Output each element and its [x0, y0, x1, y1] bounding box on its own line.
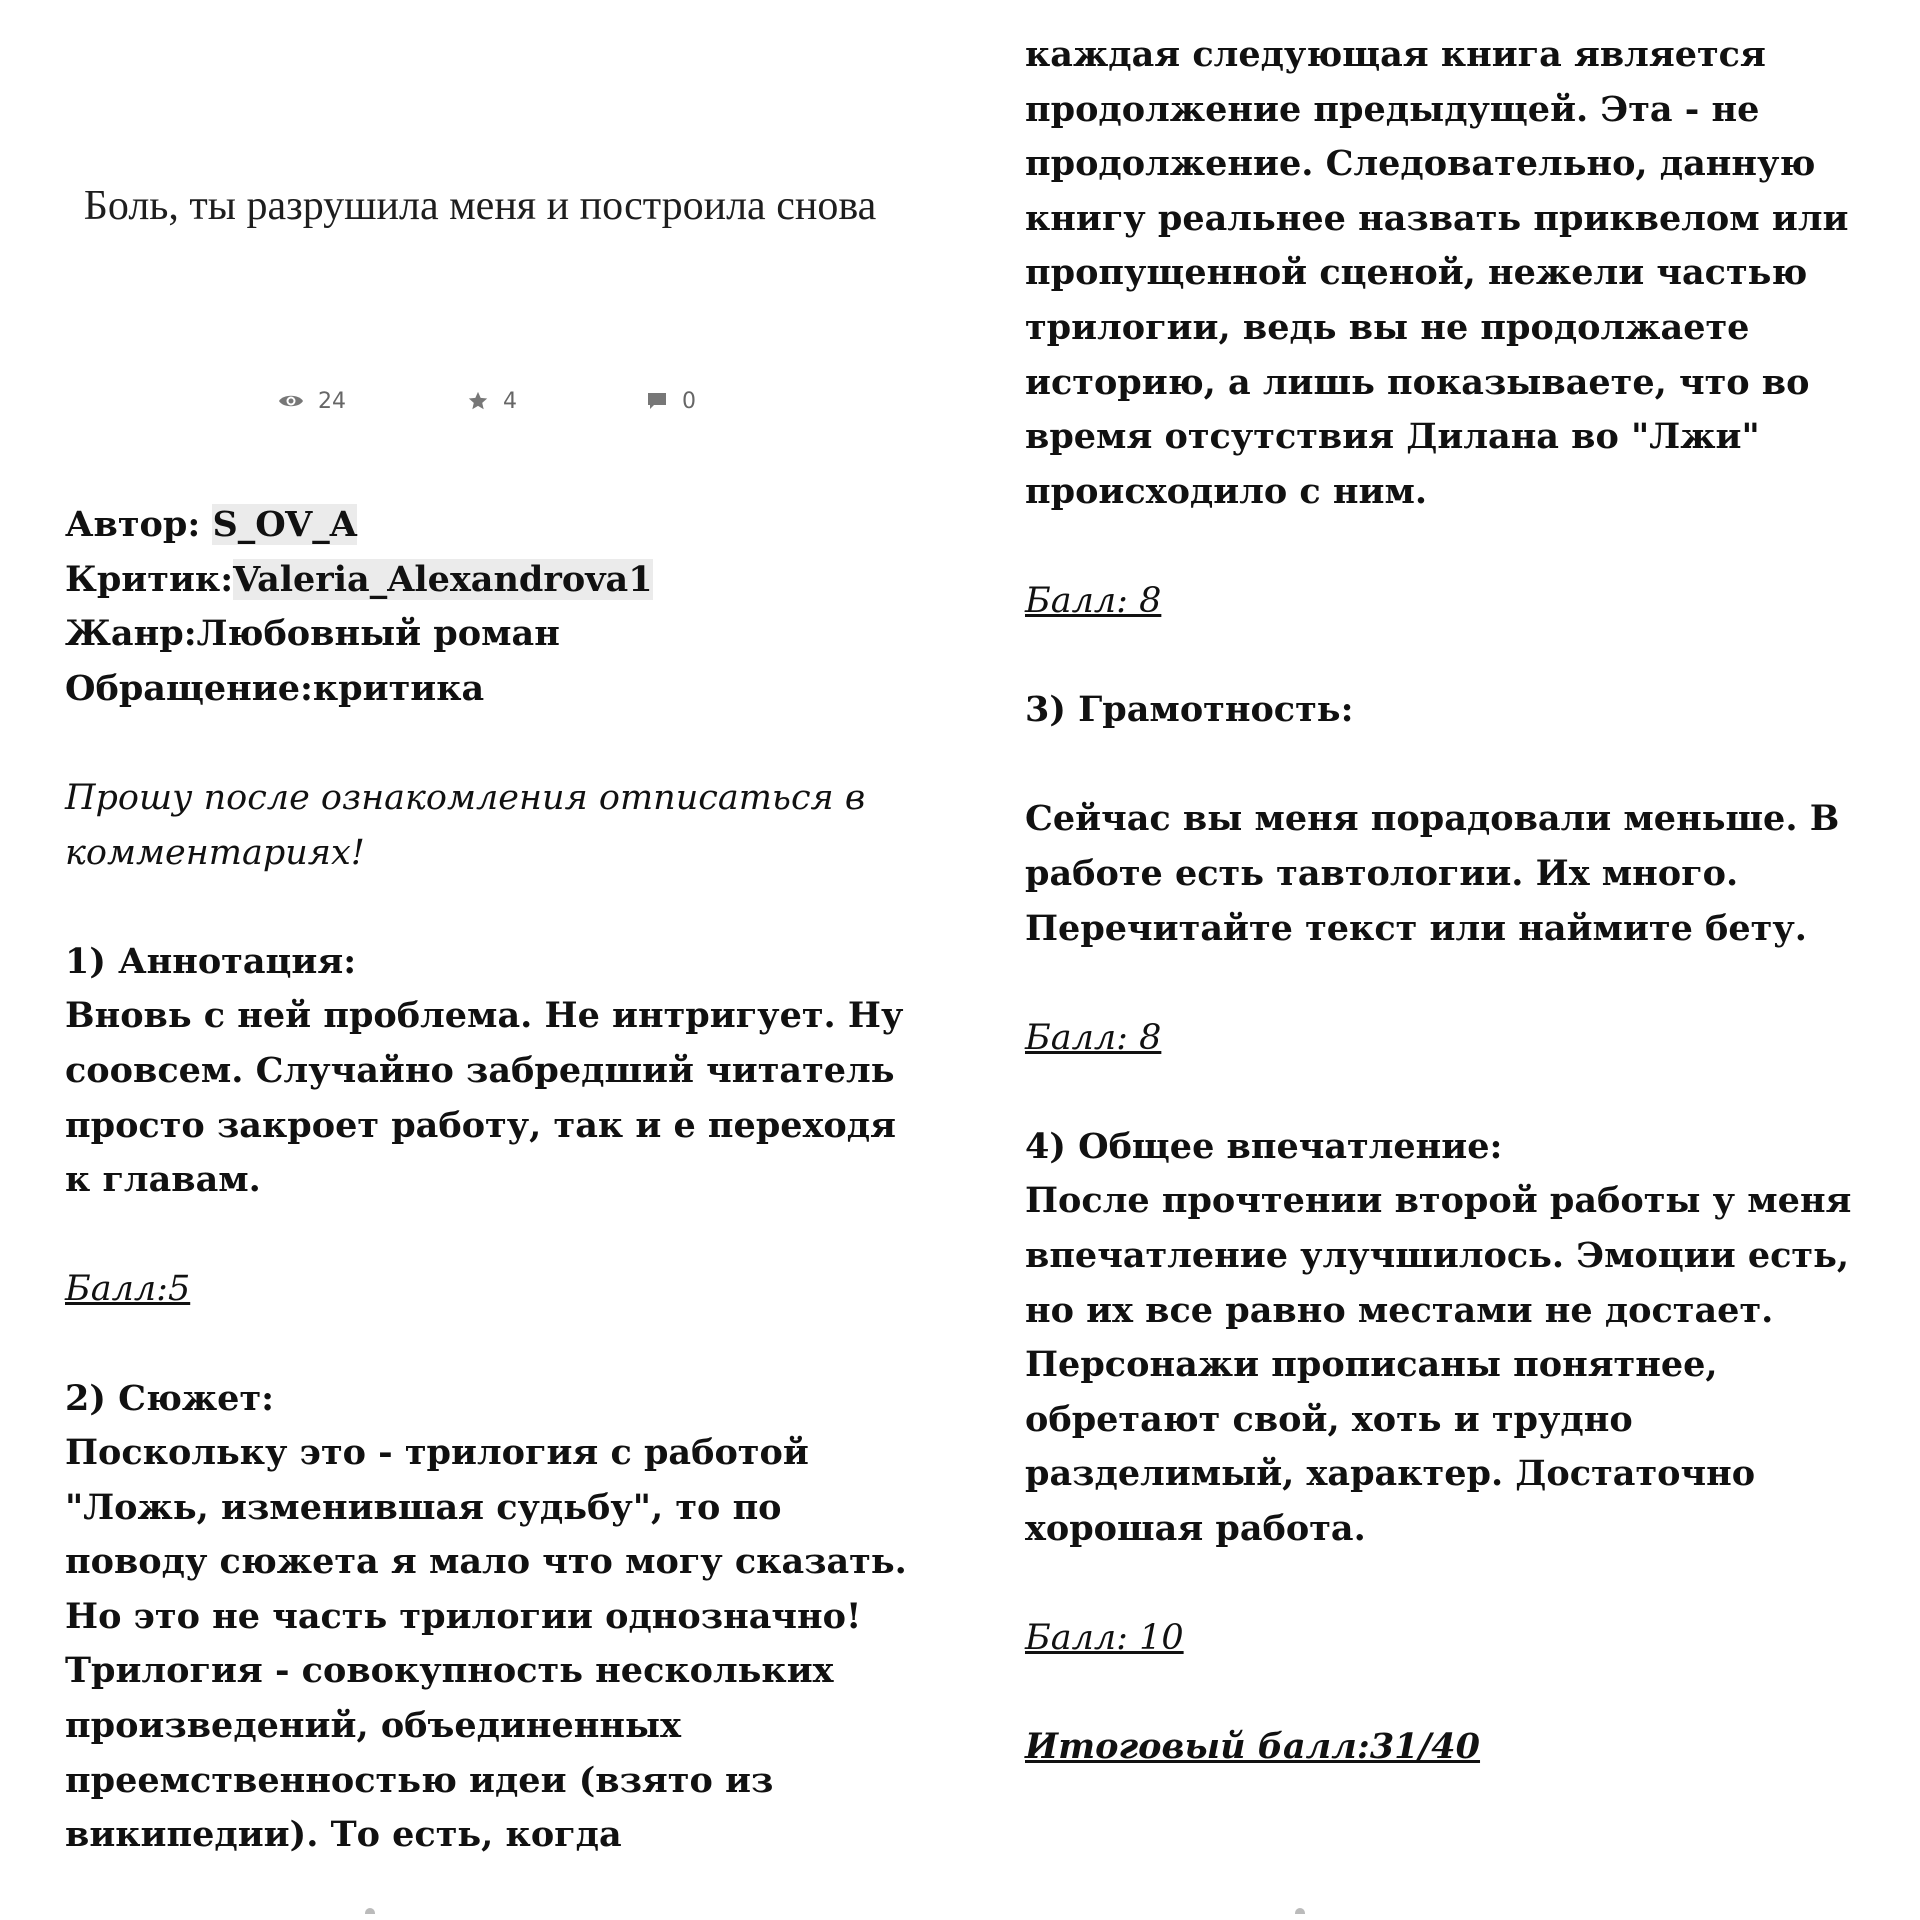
review-article-left	[65, 498, 915, 1863]
literacy-heading: 3) Грамотность:	[1025, 689, 1354, 731]
spacer	[1025, 629, 1875, 684]
request-value: критика	[312, 667, 485, 709]
genre-label: Жанр:	[65, 613, 197, 655]
page-edge-fragment	[1295, 1908, 1305, 1914]
genre-line	[65, 607, 915, 662]
author-name-link[interactable]: S_OV_A	[212, 504, 357, 545]
annotation-text: Вновь с ней проблема. Не интригует. Ну соовсем. Случайно забредший читатель просто закроет работу, так и е переходя к главам.	[65, 995, 904, 1201]
spacer	[1025, 1666, 1875, 1721]
annotation-heading: 1) Аннотация:	[65, 940, 357, 982]
views-stat	[278, 386, 346, 416]
literacy-score-line	[1025, 1011, 1875, 1066]
plot-text-continuation: каждая следующая книга является продолжение предыдущей. Эта - не продолжение. Следовательно, данную книгу реальнее назвать приквелом или пропущенной сценой, нежели частью трилогии, ведь вы не продолжаете историю, а лишь показываете, что во время отсутствия Дилана во "Лжи" происходило с ним.	[1025, 34, 1849, 512]
comments-stat	[646, 386, 696, 416]
spacer	[65, 1317, 915, 1372]
author-label: Автор:	[65, 504, 213, 545]
story-stats	[0, 386, 960, 416]
page-edge-fragment	[365, 1908, 375, 1914]
plot-text: Поскольку это - трилогия с работой "Ложь, изменившая судьбу", то по поводу сюжета я мало что могу сказать. Но это не часть трилогии однозначно! Трилогия - совокупность нескольких произведений, объединенных преемственностью идеи (взято из википедии). То есть, когда	[65, 1432, 907, 1856]
annotation-score-line	[65, 1262, 915, 1317]
literacy-score: Балл: 8	[1025, 1017, 1162, 1058]
likes-stat	[467, 386, 517, 416]
views-count: 24	[318, 388, 346, 414]
literacy-text: Сейчас вы меня порадовали меньше. В работе есть тавтологии. Их много. Перечитайте текст или наймите бету.	[1025, 798, 1840, 949]
impression-heading: 4) Общее впечатление:	[1025, 1125, 1503, 1167]
plot-heading: 2) Сюжет:	[65, 1377, 275, 1419]
review-article-right	[1025, 28, 1875, 1775]
request-line	[65, 662, 915, 717]
plot-score: Балл: 8	[1025, 580, 1162, 621]
comment-bubble-icon	[646, 391, 668, 411]
spacer	[1025, 738, 1875, 793]
impression-score: Балл: 10	[1025, 1618, 1184, 1659]
comments-count: 0	[682, 388, 696, 414]
author-line	[65, 498, 915, 553]
final-score: Итоговый балл:31/40	[1025, 1726, 1481, 1768]
likes-count: 4	[503, 388, 517, 414]
eye-icon	[278, 392, 304, 410]
spacer	[65, 880, 915, 935]
genre-value: Любовный роман	[196, 613, 560, 655]
request-label: Обращение:	[65, 667, 313, 709]
right-page	[960, 0, 1920, 1920]
request-note: Прошу после ознакомления отписаться в комментариях!	[65, 777, 866, 873]
final-score-line	[1025, 1720, 1875, 1775]
spacer	[1025, 1065, 1875, 1120]
impression-text: После прочтении второй работы у меня впечатление улучшилось. Эмоции есть, но их все равно местами не достает. Персонажи прописаны понятнее, обретают свой, хоть и трудно разделимый, характер. Достаточно хорошая работа.	[1025, 1180, 1852, 1550]
spacer	[1025, 519, 1875, 574]
spacer	[65, 1208, 915, 1263]
spacer	[1025, 1557, 1875, 1612]
plot-score-line	[1025, 574, 1875, 629]
critic-line	[65, 553, 915, 608]
critic-name-link[interactable]: Valeria_Alexandrova1	[233, 558, 653, 600]
spacer	[65, 716, 915, 771]
annotation-score: Балл:5	[65, 1269, 191, 1310]
impression-score-line	[1025, 1611, 1875, 1666]
spacer	[1025, 956, 1875, 1011]
critic-label: Критик:	[65, 558, 234, 600]
story-title: Боль, ты разрушила меня и построила снова	[83, 183, 877, 229]
star-icon	[467, 390, 489, 412]
